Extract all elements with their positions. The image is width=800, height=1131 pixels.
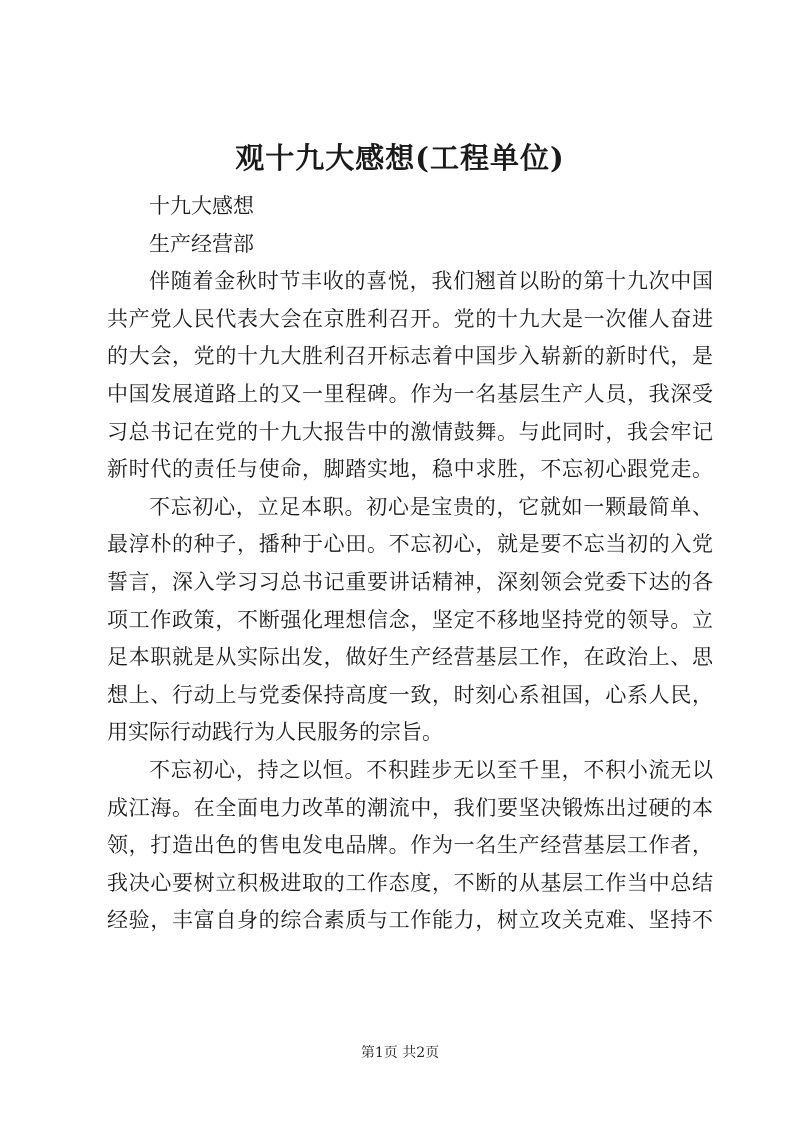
paragraph-line: 项工作政策，不断强化理想信念，坚定不移地坚持党的领导。立 bbox=[107, 607, 713, 632]
document-body bbox=[107, 188, 713, 940]
paragraph-line: 想上、行动上与党委保持高度一致，时刻心系祖国，心系人民， bbox=[107, 682, 713, 707]
paragraph-line: 共产党人民代表大会在京胜利召开。党的十九大是一次催人奋进 bbox=[107, 306, 713, 331]
paragraph-line: 不忘初心，立足本职。初心是宝贵的，它就如一颗最简单、 bbox=[149, 494, 713, 519]
page-footer: 第1页 共2页 bbox=[360, 1045, 440, 1061]
paragraph-line: 成江海。在全面电力改革的潮流中，我们要坚决锻炼出过硬的本 bbox=[107, 795, 713, 820]
paragraph-line: 誓言，深入学习习总书记重要讲话精神，深刻领会党委下达的各 bbox=[107, 569, 713, 594]
paragraph-line: 足本职就是从实际出发，做好生产经营基层工作，在政治上、思 bbox=[107, 645, 713, 670]
paragraph-line: 最淳朴的种子，播种于心田。不忘初心，就是要不忘当初的入党 bbox=[107, 532, 713, 557]
subtitle: 十九大感想 bbox=[149, 194, 254, 218]
paragraph-line: 习总书记在党的十九大报告中的激情鼓舞。与此同时，我会牢记 bbox=[107, 419, 713, 444]
paragraph-line: 中国发展道路上的又一里程碑。作为一名基层生产人员，我深受 bbox=[107, 381, 713, 406]
paragraph-line: 的大会，党的十九大胜利召开标志着中国步入崭新的新时代，是 bbox=[107, 344, 713, 369]
paragraph-line: 伴随着金秋时节丰收的喜悦，我们翘首以盼的第十九次中国 bbox=[149, 269, 713, 294]
paragraph-line: 用实际行动践行为人民服务的宗旨。 bbox=[107, 720, 443, 745]
paragraph-line: 我决心要树立积极进取的工作态度，不断的从基层工作当中总结 bbox=[107, 870, 713, 895]
paragraph-line: 领，打造出色的售电发电品牌。作为一名生产经营基层工作者， bbox=[107, 833, 713, 858]
paragraph-line: 经验，丰富自身的综合素质与工作能力，树立攻关克难、坚持不 bbox=[107, 908, 713, 933]
document-title: 观十九大感想(工程单位) bbox=[235, 141, 565, 175]
paragraph-line: 新时代的责任与使命，脚踏实地，稳中求胜，不忘初心跟党走。 bbox=[107, 457, 713, 482]
department-label: 生产经营部 bbox=[149, 231, 254, 256]
paragraph-line: 不忘初心，持之以恒。不积跬步无以至千里，不积小流无以 bbox=[149, 757, 713, 782]
